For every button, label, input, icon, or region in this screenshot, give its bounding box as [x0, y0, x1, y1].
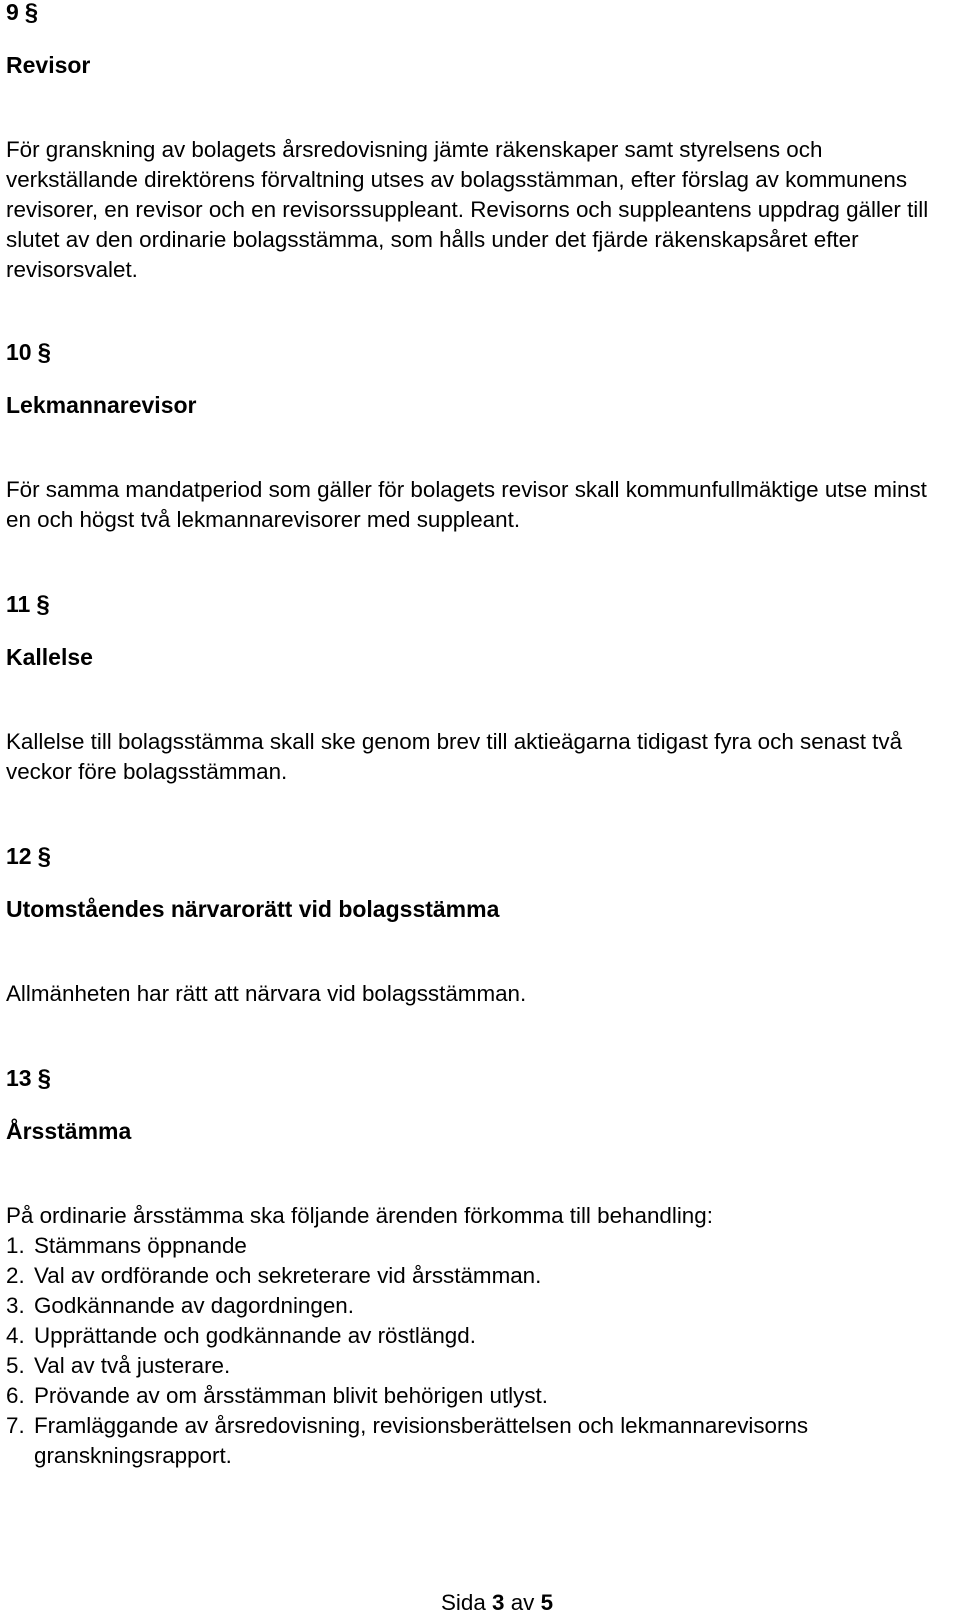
section-symbol: §: [37, 339, 51, 366]
section-10-body: För samma mandatperiod som gäller för bolagets revisor skall kommunfullmäktige utse minst en och högst två lekmannarevisorer med suppleant.: [6, 477, 927, 532]
footer-current-page: 3: [492, 1590, 505, 1615]
agenda-item-number: 7.: [6, 1413, 25, 1438]
section-13-intro: På ordinarie årsstämma ska följande ärenden förkomma till behandling:: [6, 1203, 713, 1228]
agenda-item-text: Val av ordförande och sekreterare vid årsstämman.: [34, 1263, 542, 1288]
section-9-title: Revisor: [6, 52, 91, 78]
section-9-number: 9 §: [6, 0, 39, 26]
section-13-title: Årsstämma: [6, 1118, 132, 1144]
footer-total-pages: 5: [540, 1590, 554, 1615]
agenda-item: [6, 1231, 956, 1261]
agenda-item: [6, 1411, 956, 1471]
agenda-item: [6, 1381, 956, 1411]
agenda-item: [6, 1321, 956, 1351]
agenda-item: [6, 1351, 956, 1381]
agenda-item-number: 1.: [6, 1233, 25, 1258]
section-12-body: Allmänheten har rätt att närvara vid bolagsstämman.: [6, 981, 527, 1006]
section-11-title: Kallelse: [6, 644, 93, 670]
agenda-item-text: Val av två justerare.: [34, 1353, 231, 1378]
agenda-item-number: 5.: [6, 1353, 25, 1378]
section-11-body: Kallelse till bolagsstämma skall ske genom brev till aktieägarna tidigast fyra och senast två veckor före bolagsstämman.: [6, 729, 903, 784]
section-12-number: 12 §: [6, 843, 51, 870]
section-9-body: För granskning av bolagets årsredovisning jämte räkenskaper samt styrelsens och verkställande direktörens förvaltning utses av bolagsstämman, efter förslag av kommunens revisorer, en revisor och en revisorssuppleant. Revisorns och suppleantens uppdrag gäller till slutet av den ordinarie bolagsstämma, som hålls under det fjärde räkenskapsåret efter revisorsvalet.: [6, 137, 929, 282]
agenda-item-text: Upprättande och godkännande av röstlängd.: [34, 1323, 476, 1348]
agenda-item-number: 3.: [6, 1293, 25, 1318]
section-symbol: §: [24, 0, 39, 26]
agenda-list: [6, 1231, 956, 1471]
agenda-item-text: Framläggande av årsredovisning, revisionsberättelsen och lekmannarevisorns granskningsrapport.: [34, 1413, 809, 1468]
agenda-item-text: Prövande av om årsstämman blivit behörigen utlyst.: [34, 1383, 548, 1408]
footer-prefix: Sida: [440, 1590, 486, 1615]
agenda-item: [6, 1291, 956, 1321]
section-13-number: 13 §: [6, 1065, 51, 1092]
agenda-item: [6, 1261, 956, 1291]
agenda-item-number: 4.: [6, 1323, 25, 1348]
section-symbol: §: [37, 1065, 51, 1092]
footer-middle: av: [510, 1590, 535, 1615]
section-symbol: §: [36, 591, 50, 618]
agenda-item-number: 2.: [6, 1263, 25, 1288]
section-symbol: §: [37, 843, 51, 870]
agenda-item-number: 6.: [6, 1383, 25, 1408]
agenda-item-text: Stämmans öppnande: [34, 1233, 247, 1258]
page-footer: [0, 1590, 960, 1616]
section-10-title: Lekmannarevisor: [6, 392, 197, 418]
section-12-title: Utomståendes närvarorätt vid bolagsstämma: [6, 896, 500, 922]
section-10-number: 10 §: [6, 339, 51, 366]
section-11-number: 11 §: [6, 591, 50, 618]
agenda-item-text: Godkännande av dagordningen.: [34, 1293, 354, 1318]
